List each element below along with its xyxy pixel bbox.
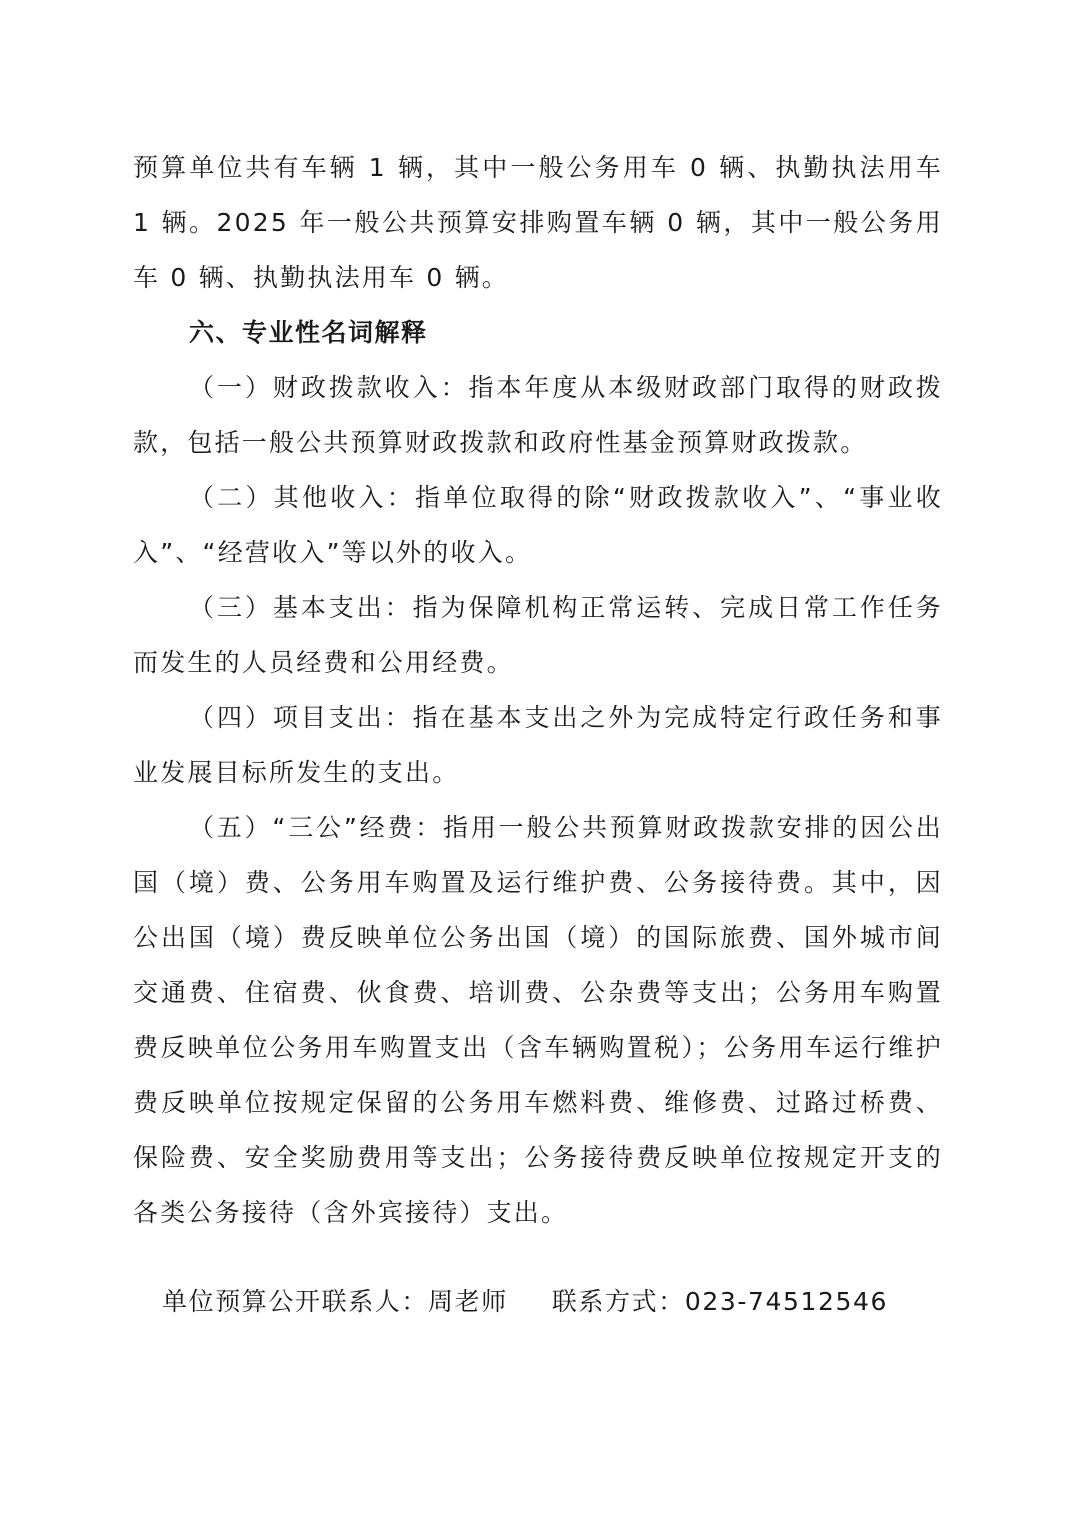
section-heading: 六、专业性名词解释 <box>189 318 428 347</box>
term-basic-expenditure: （三）基本支出：指为保障机构正常运转、完成日常工作任务而发生的人员经费和公用经费。 <box>133 593 943 677</box>
contact-line <box>162 1274 888 1329</box>
term-fiscal-appropriation-income: （一）财政拨款收入：指本年度从本级财政部门取得的财政拨款，包括一般公共预算财政拨款和政府性基金预算财政拨款。 <box>133 373 943 457</box>
contact-phone: 联系方式：023-74512546 <box>551 1287 888 1316</box>
vehicle-paragraph: 预算单位共有车辆 1 辆，其中一般公务用车 0 辆、执勤执法用车 1 辆。2025 年一般公共预算安排购置车辆 0 辆，其中一般公务用车 0 辆、执勤执法用车 0 辆。 <box>133 153 943 292</box>
contact-person: 单位预算公开联系人：周老师 <box>162 1287 508 1316</box>
term-three-public-expenses: （五）“三公”经费：指用一般公共预算财政拨款安排的因公出国（境）费、公务用车购置及运行维护费、公务接待费。其中，因公出国（境）费反映单位公务出国（境）的国际旅费、国外城市间交通费、住宿费、伙食费、培训费、公杂费等支出；公务用车购置费反映单位公务用车购置支出（含车辆购置税）；公务用车运行维护费反映单位按规定保留的公务用车燃料费、维修费、过路过桥费、保险费、安全奖励费用等支出；公务接待费反映单位按规定开支的各类公务接待（含外宾接待）支出。 <box>133 813 943 1227</box>
term-other-income: （二）其他收入：指单位取得的除“财政拨款收入”、“事业收入”、“经营收入”等以外的收入。 <box>133 483 943 567</box>
term-project-expenditure: （四）项目支出：指在基本支出之外为完成特定行政任务和事业发展目标所发生的支出。 <box>133 703 943 787</box>
document-body <box>133 140 943 1240</box>
